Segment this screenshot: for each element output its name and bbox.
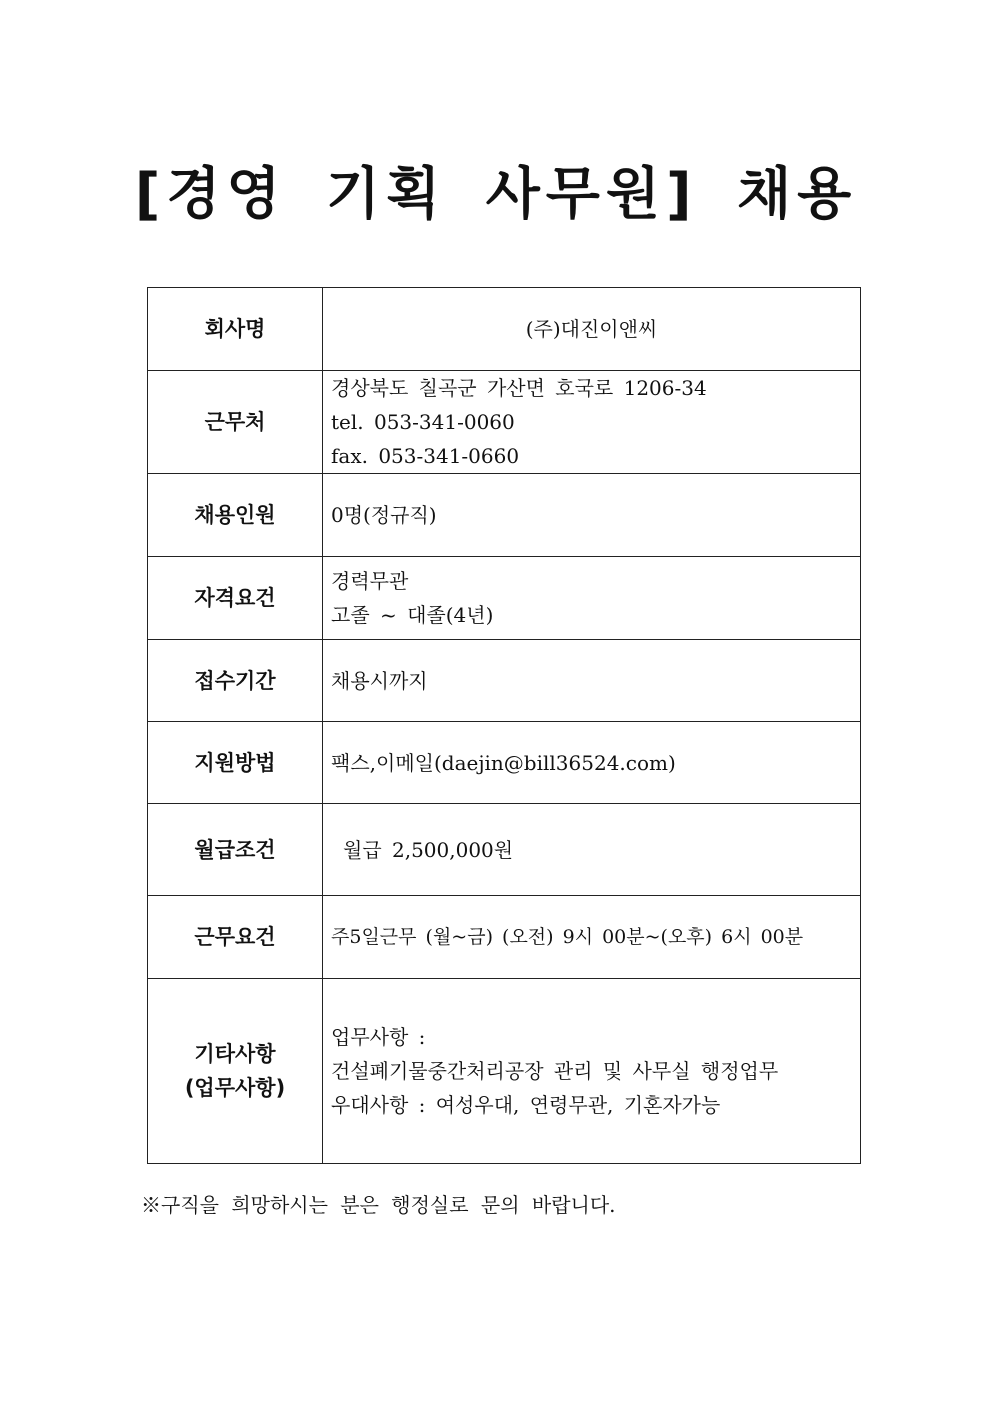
table-row-company: [148, 288, 861, 371]
salary-label: 월급조건: [148, 804, 323, 896]
headcount-label: 채용인원: [148, 474, 323, 557]
workplace-tel: tel. 053-341-0060: [331, 410, 515, 434]
etc-preference: 우대사항 : 여성우대, 연령무관, 기혼자가능: [331, 1093, 721, 1117]
etc-label-line1: 기타사항: [194, 1042, 276, 1066]
apply-value: 팩스,이메일(daejin@bill36524.com): [323, 722, 861, 804]
page-title: [경영 기획 사무원] 채용: [134, 162, 858, 227]
table-row-headcount: [148, 474, 861, 557]
headcount-value: 0명(정규직): [323, 474, 861, 557]
workplace-fax: fax. 053-341-0660: [331, 444, 520, 468]
salary-value: [323, 804, 861, 896]
table-row-salary: [148, 804, 861, 896]
etc-duty-heading: 업무사항 :: [331, 1025, 426, 1049]
workplace-address: 경상북도 칠곡군 가산면 호국로 1206-34: [331, 376, 707, 400]
etc-label-line2: (업무사항): [184, 1076, 286, 1100]
table-row-qualification: [148, 557, 861, 640]
table-row-hours: [148, 896, 861, 979]
qualification-experience: 경력무관: [331, 569, 409, 593]
company-label: 회사명: [148, 288, 323, 371]
company-value: (주)대진이앤씨: [323, 288, 861, 371]
qualification-value: [323, 557, 861, 640]
workplace-value: [323, 371, 861, 474]
etc-value: [323, 979, 861, 1164]
table-row-workplace: [148, 371, 861, 474]
etc-duty-detail: 건설폐기물중간처리공장 관리 및 사무실 행정업무: [331, 1059, 779, 1083]
etc-label: [148, 979, 323, 1164]
qualification-education: 고졸 ~ 대졸(4년): [331, 603, 494, 627]
qualification-label: 자격요건: [148, 557, 323, 640]
workplace-label: 근무처: [148, 371, 323, 474]
hours-value: 주5일근무 (월~금) (오전) 9시 00분~(오후) 6시 00분: [323, 896, 861, 979]
table-row-apply: [148, 722, 861, 804]
table-row-period: [148, 640, 861, 722]
period-value: 채용시까지: [323, 640, 861, 722]
apply-label: 지원방법: [148, 722, 323, 804]
salary-amount: 월급 2,500,000원: [343, 837, 514, 862]
period-label: 접수기간: [148, 640, 323, 722]
hours-label: 근무요건: [148, 896, 323, 979]
job-posting-table: [147, 287, 861, 1164]
table-row-etc: [148, 979, 861, 1164]
footnote: ※구직을 희망하시는 분은 행정실로 문의 바랍니다.: [141, 1193, 616, 1217]
